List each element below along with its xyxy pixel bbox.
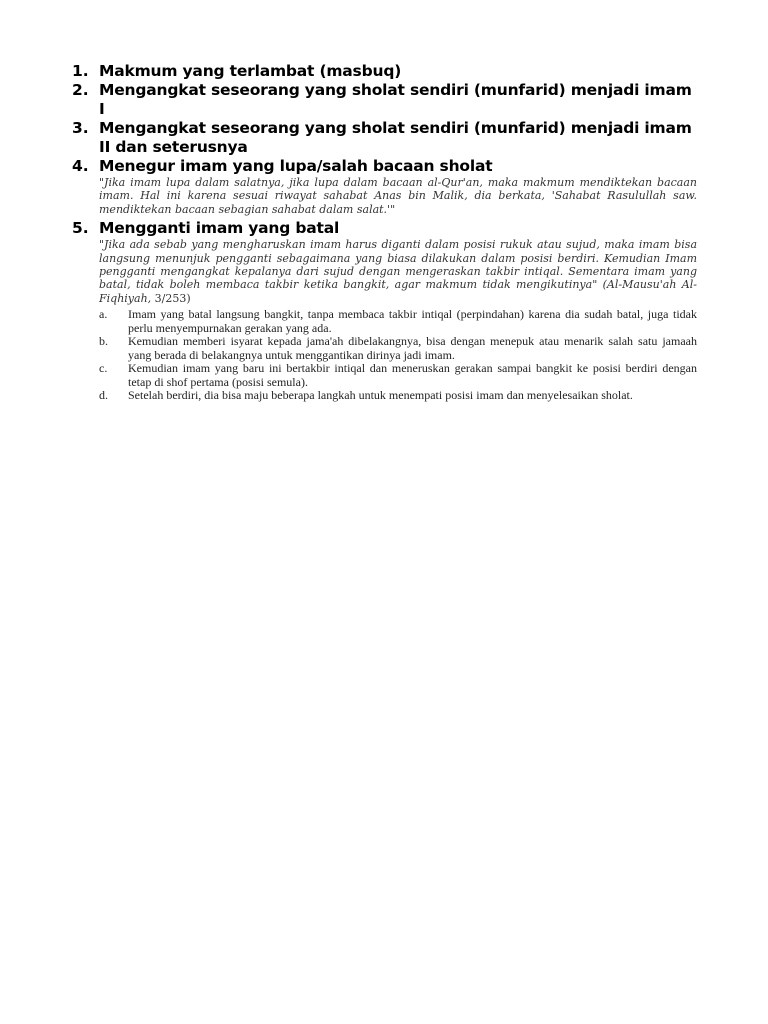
sub-list-item-d (99, 389, 697, 403)
list-item-title: Mengangkat seseorang yang sholat sendiri (munfarid) menjadi imam I (99, 81, 692, 118)
list-item-title: Menegur imam yang lupa/salah bacaan sholat (99, 157, 493, 175)
list-number: 5. (72, 219, 89, 238)
list-number: 2. (72, 81, 89, 99)
sub-list (99, 308, 697, 403)
list-number: 1. (72, 62, 89, 80)
list-item-title: Makmum yang terlambat (masbuq) (99, 62, 402, 80)
list-item-5 (72, 219, 697, 403)
quote-text: "Jika ada sebab yang mengharuskan imam harus diganti dalam posisi rukuk atau sujud, maka imam bisa langsung menunjuk pengganti sebagaimana yang biasa dilakukan dalam posisi berdiri. Kemudian Imam pengganti mengangkat kepalanya dari sujud dengan mengeraskan takbir intiqal. Sementara imam yang batal, tidak boleh membaca takbir ketika bangkit, agar makmum tidak mengikutinya" (Al-Mausu'ah Al-Fiqhiyah, (99, 238, 697, 305)
list-item-title: Mengangkat seseorang yang sholat sendiri (munfarid) menjadi imam II dan seterusnya (99, 119, 692, 156)
sub-list-item-c (99, 362, 697, 389)
list-item-4 (72, 157, 697, 216)
sub-list-letter: c. (99, 361, 108, 376)
quote-block (99, 238, 697, 305)
sub-list-letter: d. (99, 388, 108, 403)
list-item-1 (72, 62, 697, 81)
sub-list-item-b (99, 335, 697, 362)
list-number: 3. (72, 119, 89, 137)
list-item-title: Mengganti imam yang batal (99, 219, 340, 238)
quote-text: "Jika imam lupa dalam salatnya, jika lupa dalam bacaan al-Qur'an, maka makmum mendiktekan bacaan imam. Hal ini karena sesuai riwayat sahabat Anas bin Malik, dia berkata, 'Sahabat Rasulullah saw. mendiktekan bacaan sebagian sahabat dalam salat.'" (99, 176, 697, 216)
quote-source: 3/253) (151, 291, 191, 305)
sub-list-text: Kemudian imam yang baru ini bertakbir intiqal dan meneruskan gerakan sampai bangkit ke posisi berdiri dengan tetap di shof pertama (posisi semula). (128, 361, 697, 389)
list-number: 4. (72, 157, 89, 175)
sub-list-text: Kemudian memberi isyarat kepada jama'ah dibelakangnya, bisa dengan menepuk atau menarik salah satu jamaah yang berada di belakangnya untuk menggantikan dirinya jadi imam. (128, 334, 697, 362)
document-page (72, 62, 697, 403)
list-item-2 (72, 81, 697, 119)
sub-list-item-a (99, 308, 697, 335)
sub-list-text: Imam yang batal langsung bangkit, tanpa membaca takbir intiqal (perpindahan) karena dia sudah batal, juga tidak perlu menyempurnakan gerakan yang ada. (128, 307, 697, 335)
sub-list-text: Setelah berdiri, dia bisa maju beberapa langkah untuk menempati posisi imam dan menyelesaikan sholat. (128, 388, 633, 403)
list-item-3 (72, 119, 697, 157)
sub-list-letter: b. (99, 334, 108, 349)
sub-list-letter: a. (99, 307, 108, 322)
